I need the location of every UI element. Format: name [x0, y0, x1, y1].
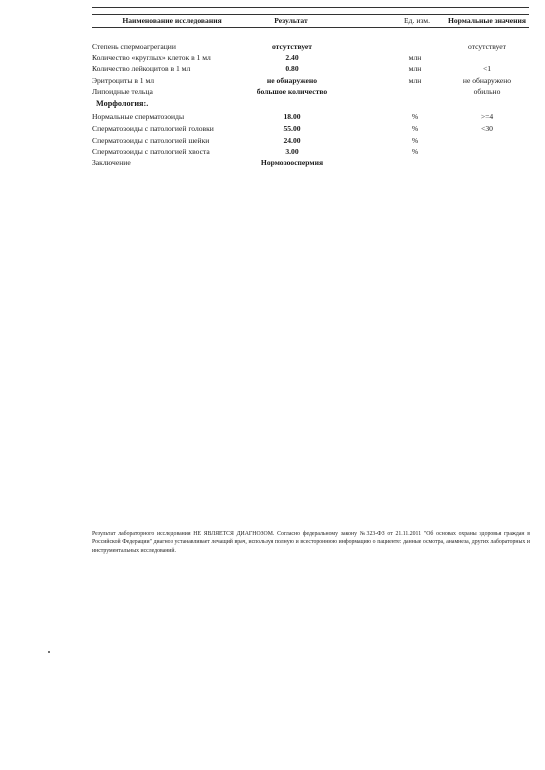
row-name: Нормальные сперматозоиды — [92, 112, 185, 121]
row-norm: >=4 — [480, 112, 494, 121]
row-norm: отсутствует — [468, 42, 506, 51]
row-result: 0.80 — [285, 64, 299, 73]
row-result: 24.00 — [283, 136, 301, 145]
row-result: 2.40 — [285, 53, 299, 62]
row-name: Степень спермоагрегации — [92, 42, 176, 51]
header-unit: Ед. изм. — [404, 16, 430, 25]
row-result: не обнаружено — [266, 76, 318, 85]
table-row — [0, 157, 545, 168]
section-heading: Морфология:. — [96, 99, 149, 108]
table-row — [0, 52, 545, 63]
row-norm: <1 — [482, 64, 492, 73]
row-result: 55.00 — [283, 124, 301, 133]
row-unit: % — [411, 147, 419, 156]
row-unit: млн — [408, 76, 422, 85]
table-row — [0, 135, 545, 146]
row-name: Количество лейкоцитов в 1 мл — [92, 64, 191, 73]
row-result: 3.00 — [285, 147, 299, 156]
row-unit: % — [411, 112, 419, 121]
row-unit: млн — [408, 53, 422, 62]
header-result: Результат — [274, 16, 308, 25]
row-name: Эритроциты в 1 мл — [92, 76, 155, 85]
row-name: Количество «круглых» клеток в 1 мл — [92, 53, 211, 62]
row-name: Заключение — [92, 158, 131, 167]
row-result: отсутствует — [271, 42, 312, 51]
table-row — [0, 86, 545, 97]
table-row — [0, 111, 545, 122]
header-norm: Нормальные значения — [447, 16, 527, 25]
table-row — [0, 41, 545, 52]
table-row — [0, 146, 545, 157]
table-row — [0, 63, 545, 74]
header-bottom-rule — [92, 27, 529, 28]
row-norm: <30 — [481, 124, 493, 133]
row-result: Нормозооспермия — [260, 158, 324, 167]
row-unit: % — [411, 124, 419, 133]
table-row — [0, 123, 545, 134]
header-name: Наименование исследования — [122, 16, 222, 25]
scan-speck — [48, 651, 50, 653]
table-row — [0, 75, 545, 86]
row-name: Сперматозоиды с патологией хвоста — [92, 147, 210, 156]
section-row — [0, 98, 545, 109]
row-unit: млн — [408, 64, 422, 73]
row-name: Липоидные тельца — [92, 87, 153, 96]
row-result: большое количество — [256, 87, 328, 96]
row-norm: обильно — [473, 87, 501, 96]
row-name: Сперматозоиды с патологией шейки — [92, 136, 210, 145]
row-name: Сперматозоиды с патологией головки — [92, 124, 214, 133]
disclaimer-text: Результат лабораторного исследования НЕ ЯВЛЯЕТСЯ ДИАГНОЗОМ. Согласно федеральному закону №323-ФЗ от 21.11.2011 "Об основах охраны здоровья граждан в Российской Федерации" диагноз устанавливает лечащий врач, используя полную и всестороннюю информацию о пациенте: данные осмотра, анамнеза, других лабораторных и инструментальных исследований. — [92, 531, 530, 554]
row-norm: не обнаружено — [462, 76, 512, 85]
row-result: 18.00 — [283, 112, 301, 121]
top-rule — [92, 7, 529, 8]
row-unit: % — [411, 136, 419, 145]
